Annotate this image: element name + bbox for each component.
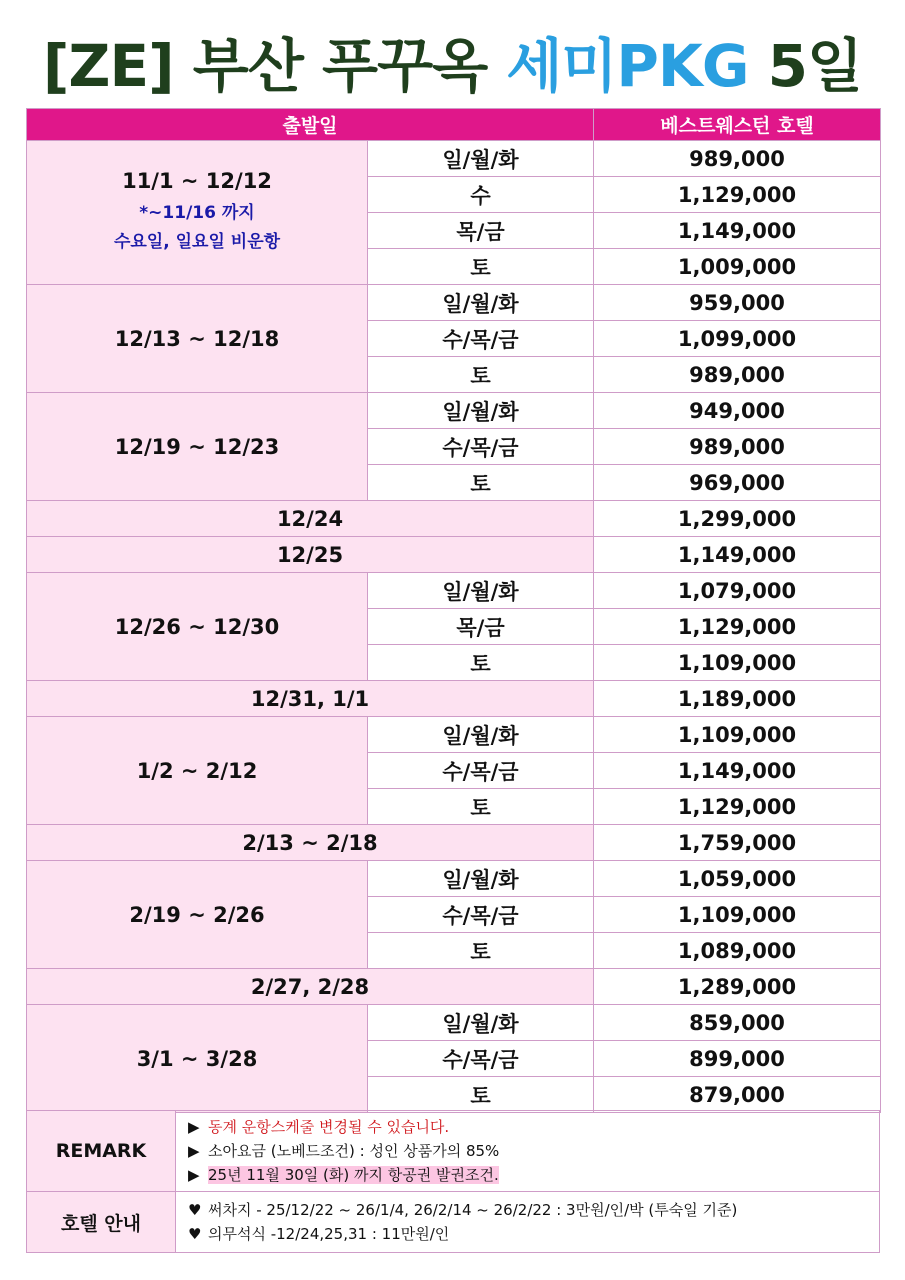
- table-row: [27, 573, 881, 609]
- remark-line-3: [188, 1163, 867, 1187]
- day-cell: 일/월/화: [368, 393, 594, 429]
- period-cell: [27, 861, 368, 969]
- price-cell: 1,189,000: [594, 681, 881, 717]
- title-prefix: [ZE] 부산 푸꾸옥: [42, 32, 488, 100]
- day-cell: 토: [368, 933, 594, 969]
- remark-text-1: 동계 운항스케줄 변경될 수 있습니다.: [208, 1118, 450, 1136]
- price-cell: 1,079,000: [594, 573, 881, 609]
- table-row: [27, 969, 881, 1005]
- day-cell: 수/목/금: [368, 321, 594, 357]
- triangle-right-icon: ▶: [188, 1118, 200, 1136]
- heart-icon: ♥: [188, 1201, 202, 1219]
- price-cell: 959,000: [594, 285, 881, 321]
- day-cell: 수/목/금: [368, 1041, 594, 1077]
- period-cell: 12/31, 1/1: [27, 681, 594, 717]
- hotel-info-row: [27, 1192, 880, 1253]
- period-cell: [27, 285, 368, 393]
- price-table-body: [27, 141, 881, 1113]
- period-cell: [27, 717, 368, 825]
- period-cell: 12/25: [27, 537, 594, 573]
- hotel-info-line-2: [188, 1222, 867, 1246]
- day-cell: 목/금: [368, 609, 594, 645]
- price-cell: 969,000: [594, 465, 881, 501]
- price-cell: 989,000: [594, 141, 881, 177]
- price-cell: 1,129,000: [594, 609, 881, 645]
- day-cell: 토: [368, 357, 594, 393]
- hotel-info-body: [176, 1192, 880, 1253]
- period-label: 3/1 ~ 3/28: [136, 1046, 258, 1071]
- table-header-row: [27, 109, 881, 141]
- price-table: [26, 108, 881, 1113]
- period-note: 수요일, 일요일 비운항: [113, 231, 281, 252]
- table-row: [27, 285, 881, 321]
- price-cell: 879,000: [594, 1077, 881, 1113]
- price-cell: 1,109,000: [594, 897, 881, 933]
- title-highlight: 세미PKG: [506, 32, 749, 100]
- day-cell: 토: [368, 249, 594, 285]
- remark-text-2: 소아요금 (노베드조건) : 성인 상품가의 85%: [208, 1142, 500, 1160]
- table-row: [27, 393, 881, 429]
- day-cell: 일/월/화: [368, 717, 594, 753]
- price-cell: 989,000: [594, 429, 881, 465]
- hotel-info-line-1: [188, 1198, 867, 1222]
- table-row: [27, 1005, 881, 1041]
- price-cell: 1,099,000: [594, 321, 881, 357]
- period-cell: [27, 1005, 368, 1113]
- title-suffix: 5일: [767, 32, 863, 100]
- day-cell: 일/월/화: [368, 1005, 594, 1041]
- table-row: [27, 141, 881, 177]
- period-label: 2/19 ~ 2/26: [129, 902, 265, 927]
- period-cell: 2/27, 2/28: [27, 969, 594, 1005]
- remarks-table: [26, 1110, 880, 1253]
- price-cell: 1,289,000: [594, 969, 881, 1005]
- remark-row: [27, 1111, 880, 1192]
- price-cell: 1,009,000: [594, 249, 881, 285]
- table-row: [27, 537, 881, 573]
- period-cell: 2/13 ~ 2/18: [27, 825, 594, 861]
- price-cell: 1,299,000: [594, 501, 881, 537]
- period-label: 12/26 ~ 12/30: [114, 614, 280, 639]
- remark-label: REMARK: [27, 1111, 176, 1192]
- price-cell: 899,000: [594, 1041, 881, 1077]
- remark-line-2: [188, 1139, 867, 1163]
- price-cell: 1,059,000: [594, 861, 881, 897]
- price-cell: 1,129,000: [594, 177, 881, 213]
- price-cell: 1,109,000: [594, 645, 881, 681]
- price-cell: 1,759,000: [594, 825, 881, 861]
- day-cell: 토: [368, 465, 594, 501]
- remark-body: [176, 1111, 880, 1192]
- period-label: 11/1 ~ 12/12: [122, 168, 272, 193]
- triangle-right-icon: ▶: [188, 1142, 200, 1160]
- period-cell: [27, 141, 368, 285]
- price-cell: 1,109,000: [594, 717, 881, 753]
- table-row: [27, 861, 881, 897]
- price-cell: 989,000: [594, 357, 881, 393]
- hotel-info-label: 호텔 안내: [27, 1192, 176, 1253]
- page-title: [0, 26, 905, 106]
- day-cell: 일/월/화: [368, 141, 594, 177]
- heart-icon: ♥: [188, 1225, 202, 1243]
- period-note: *~11/16 까지: [139, 202, 255, 223]
- remark-text-3: 25년 11월 30일 (화) 까지 항공권 발권조건.: [208, 1166, 499, 1184]
- price-cell: 1,149,000: [594, 537, 881, 573]
- triangle-right-icon: ▶: [188, 1166, 200, 1184]
- period-label: 12/13 ~ 12/18: [114, 326, 280, 351]
- day-cell: 수/목/금: [368, 753, 594, 789]
- day-cell: 수/목/금: [368, 429, 594, 465]
- price-cell: 1,089,000: [594, 933, 881, 969]
- day-cell: 일/월/화: [368, 285, 594, 321]
- price-cell: 859,000: [594, 1005, 881, 1041]
- period-label: 1/2 ~ 2/12: [136, 758, 258, 783]
- table-row: [27, 717, 881, 753]
- price-cell: 949,000: [594, 393, 881, 429]
- day-cell: 수/목/금: [368, 897, 594, 933]
- table-row: [27, 681, 881, 717]
- price-cell: 1,129,000: [594, 789, 881, 825]
- day-cell: 수: [368, 177, 594, 213]
- day-cell: 일/월/화: [368, 861, 594, 897]
- day-cell: 토: [368, 789, 594, 825]
- period-cell: 12/24: [27, 501, 594, 537]
- day-cell: 토: [368, 1077, 594, 1113]
- header-departure: 출발일: [27, 109, 594, 141]
- table-row: [27, 825, 881, 861]
- header-hotel: 베스트웨스턴 호텔: [594, 109, 881, 141]
- day-cell: 목/금: [368, 213, 594, 249]
- price-cell: 1,149,000: [594, 753, 881, 789]
- hotel-info-text-2: 의무석식 -12/24,25,31 : 11만원/인: [208, 1225, 450, 1243]
- table-row: [27, 501, 881, 537]
- period-label: 12/19 ~ 12/23: [114, 434, 280, 459]
- hotel-info-text-1: 써차지 - 25/12/22 ~ 26/1/4, 26/2/14 ~ 26/2/22 : 3만원/인/박 (투숙일 기준): [208, 1201, 738, 1219]
- remark-line-1: [188, 1115, 867, 1139]
- period-cell: [27, 573, 368, 681]
- price-cell: 1,149,000: [594, 213, 881, 249]
- day-cell: 토: [368, 645, 594, 681]
- day-cell: 일/월/화: [368, 573, 594, 609]
- period-cell: [27, 393, 368, 501]
